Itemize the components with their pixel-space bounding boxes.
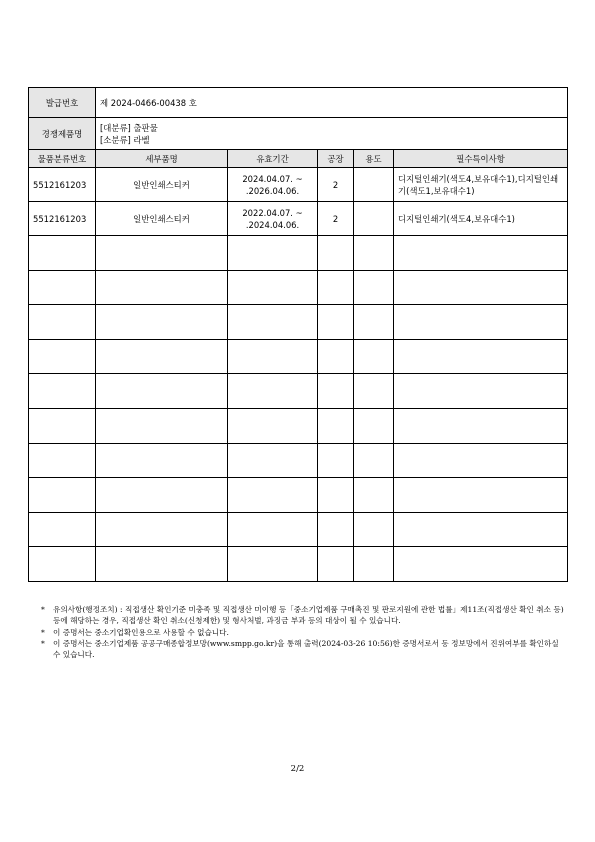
product-major-category: [대분류] 출판물 xyxy=(100,122,158,133)
validity-end: .2024.04.06. xyxy=(245,219,300,230)
column-header: 물품분류번호 xyxy=(29,150,96,168)
column-header: 용도 xyxy=(354,150,394,168)
column-header: 공장 xyxy=(318,150,354,168)
empty-row xyxy=(29,305,568,340)
note-item xyxy=(41,604,567,627)
validity-start: 2024.04.07. ~ xyxy=(242,173,303,184)
issue-number-row xyxy=(29,88,568,118)
column-header: 세부품명 xyxy=(96,150,228,168)
validity-end: .2026.04.06. xyxy=(245,185,300,196)
note-text: 이 증명서는 중소기업제품 공공구매종합정보망(www.smpp.go.kr)을 통해 출력(2024-03-26 10:56)한 증명서로서 동 정보망에서 진위여부를 확인하실 수 있습니다. xyxy=(53,638,559,660)
note-text: 유의사항(행정조치) : 직접생산 확인기준 미충족 및 직접생산 미이행 등「중소기업제품 구매촉진 및 판로지원에 관한 법률」제11조(직접생산 확인 취소 등) 등에 해당하는 경우, 직접생산 확인 취소(신청제한) 및 형사처벌, 과징금 부과 등의 대상이 될 수 있습니다. xyxy=(53,605,564,626)
classification-code: 5512161203 xyxy=(29,202,96,236)
validity-period xyxy=(228,168,318,202)
notes-section xyxy=(41,604,567,660)
empty-row xyxy=(29,443,568,478)
column-header: 필수특이사항 xyxy=(394,150,568,168)
empty-row xyxy=(29,270,568,305)
empty-row xyxy=(29,478,568,513)
empty-row xyxy=(29,339,568,374)
empty-row xyxy=(29,236,568,271)
use-cell xyxy=(354,168,394,202)
empty-row xyxy=(29,374,568,409)
issue-number-value: 제 2024-0466-00438 호 xyxy=(96,88,568,118)
column-header-row xyxy=(29,150,568,168)
product-name-value xyxy=(96,118,568,150)
factory-count: 2 xyxy=(318,168,354,202)
empty-row xyxy=(29,547,568,582)
issue-number-label: 발급번호 xyxy=(29,88,96,118)
product-name-row xyxy=(29,118,568,150)
page-number: 2/2 xyxy=(290,764,305,774)
note-item xyxy=(41,627,567,638)
product-name-label: 경쟁제품명 xyxy=(29,118,96,150)
special-notes: 디지털인쇄기(색도4,보유대수1) xyxy=(394,202,568,236)
certificate-table-area xyxy=(28,87,567,582)
classification-code: 5512161203 xyxy=(29,168,96,202)
use-cell xyxy=(354,202,394,236)
special-notes: 디지털인쇄기(색도4,보유대수1),디지털인쇄기(색도1,보유대수1) xyxy=(394,168,568,202)
validity-start: 2022.04.07. ~ xyxy=(242,207,303,218)
table-row xyxy=(29,202,568,236)
note-item xyxy=(41,638,567,661)
empty-row xyxy=(29,512,568,547)
table-row xyxy=(29,168,568,202)
validity-period xyxy=(228,202,318,236)
note-bullet: * xyxy=(41,605,45,614)
item-name: 일반인쇄스티커 xyxy=(96,168,228,202)
column-header: 유효기간 xyxy=(228,150,318,168)
note-text: 이 증명서는 중소기업확인용으로 사용할 수 없습니다. xyxy=(53,627,229,637)
factory-count: 2 xyxy=(318,202,354,236)
product-minor-category: [소분류] 라벨 xyxy=(100,134,150,145)
note-bullet: * xyxy=(41,638,45,648)
note-bullet: * xyxy=(41,627,45,637)
item-name: 일반인쇄스티커 xyxy=(96,202,228,236)
empty-row xyxy=(29,408,568,443)
certificate-table xyxy=(28,87,568,582)
